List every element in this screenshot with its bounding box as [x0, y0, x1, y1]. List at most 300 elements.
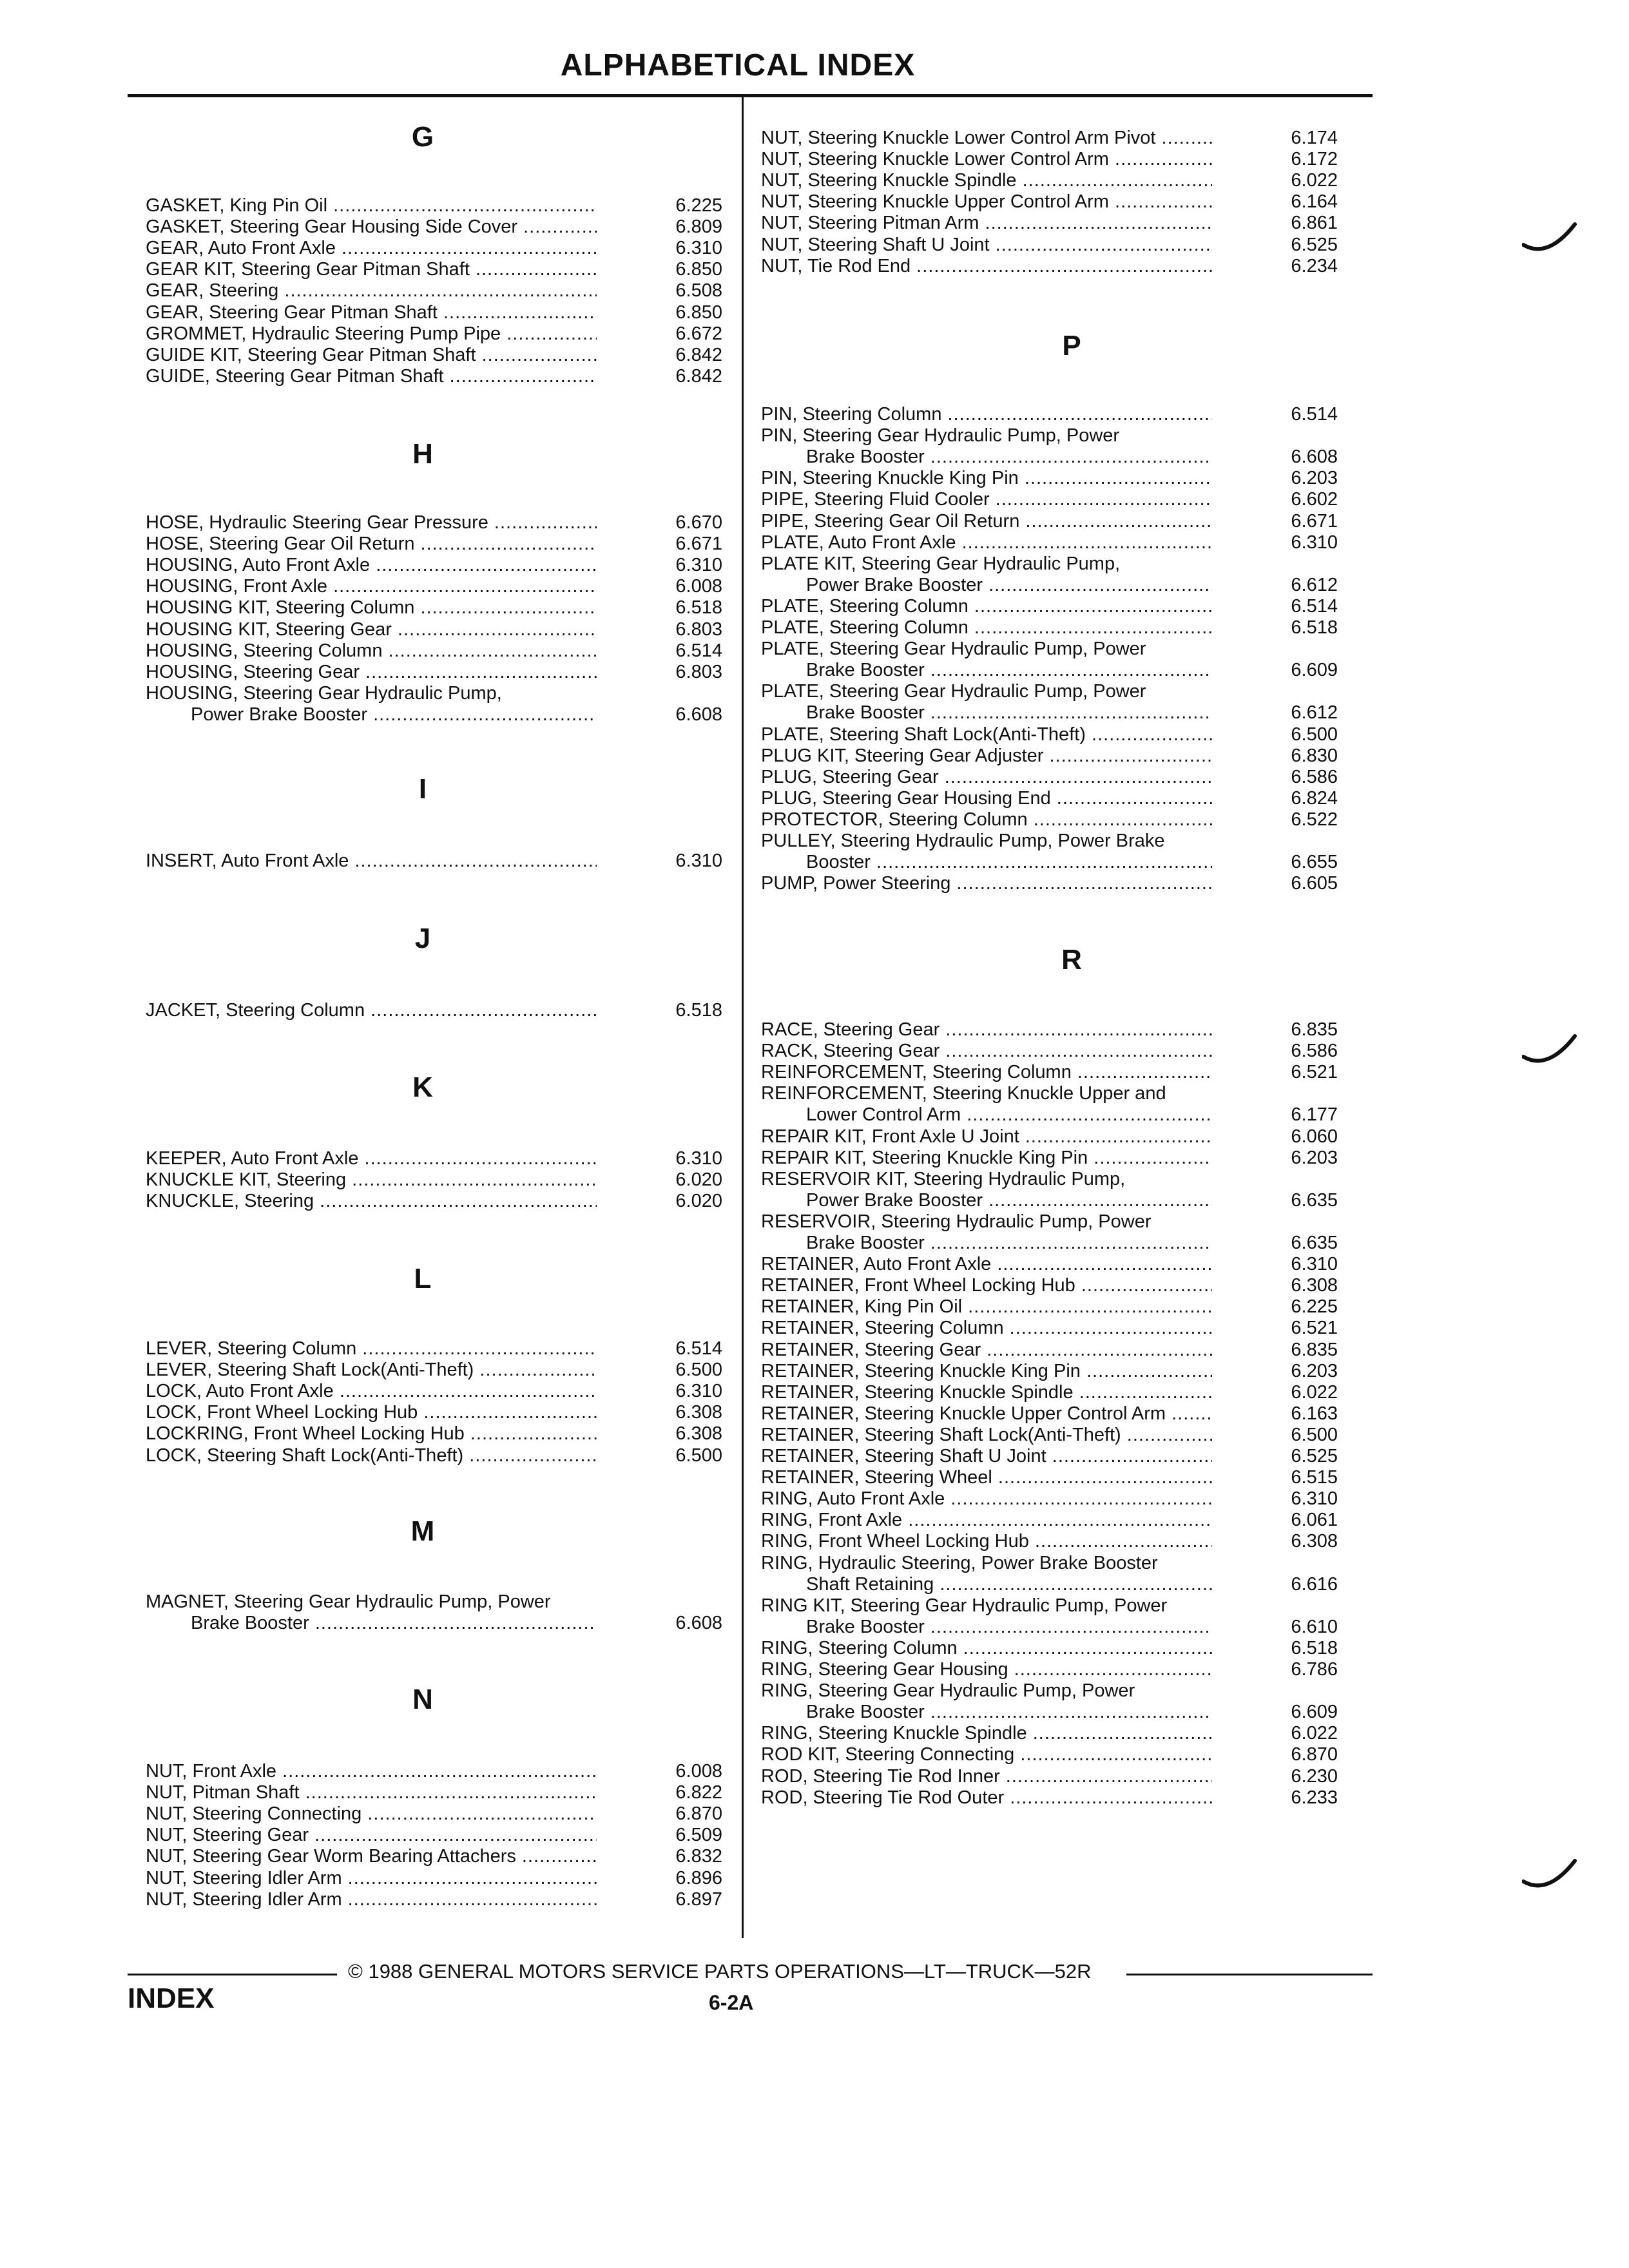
entry-page-number: 6.514	[675, 640, 722, 661]
entry-text: NUT, Steering Knuckle Lower Control Arm Pivot .....	[761, 128, 1212, 149]
index-entry	[761, 149, 1338, 170]
index-entry	[146, 345, 722, 366]
entry-page-number: 6.225	[675, 195, 722, 216]
entry-text: Shaft Retaining .....	[761, 1574, 1212, 1595]
entry-text: PLATE, Steering Shaft Lock(Anti-Theft) .....	[761, 724, 1212, 745]
index-entry	[761, 788, 1338, 809]
entry-page-number: 6.521	[1291, 1062, 1338, 1083]
index-entry	[146, 323, 722, 345]
index-entry	[761, 1062, 1338, 1083]
entry-page-number: 6.842	[675, 365, 722, 387]
index-entry	[761, 1659, 1338, 1680]
index-entry	[761, 170, 1338, 191]
entry-text: REPAIR KIT, Front Axle U Joint .....	[761, 1126, 1212, 1148]
entry-text: Brake Booster .....	[761, 1233, 1212, 1254]
entry-text: GEAR, Auto Front Axle .....	[146, 238, 597, 259]
entry-text: RING KIT, Steering Gear Hydraulic Pump, Power	[761, 1595, 1168, 1616]
entry-text: Booster .....	[761, 852, 1212, 873]
entry-text: RETAINER, Steering Column .....	[761, 1318, 1212, 1339]
index-entry	[761, 1510, 1338, 1531]
entry-page-number: 6.233	[1291, 1787, 1338, 1808]
entry-text: Power Brake Booster .....	[761, 575, 1212, 596]
entry-text: REINFORCEMENT, Steering Knuckle Upper and	[761, 1083, 1166, 1104]
index-entry	[146, 533, 722, 555]
binder-hole-mark	[1522, 219, 1580, 264]
entry-page-number: 6.518	[675, 1000, 722, 1021]
index-entry	[146, 238, 722, 259]
entry-text: NUT, Steering Knuckle Upper Control Arm .....	[761, 191, 1212, 213]
footer-rule-left	[128, 1974, 337, 1975]
index-entry	[146, 1402, 722, 1423]
index-entry	[146, 195, 722, 216]
entry-text: PULLEY, Steering Hydraulic Pump, Power Brake	[761, 831, 1165, 851]
index-entry	[761, 447, 1338, 468]
entry-text: GASKET, King Pin Oil .....	[146, 195, 597, 216]
footer-page-number: 6-2A	[709, 1991, 754, 2014]
index-entry	[146, 704, 722, 726]
entry-page-number: 6.177	[1291, 1104, 1338, 1126]
index-entry	[146, 683, 722, 704]
index-entry	[761, 660, 1338, 681]
entry-text: LEVER, Steering Column .....	[146, 1338, 597, 1360]
index-entry	[761, 553, 1338, 575]
entry-text: HOSE, Hydraulic Steering Gear Pressure .....	[146, 512, 597, 533]
entry-page-number: 6.020	[675, 1169, 722, 1191]
entry-page-number: 6.203	[1291, 1147, 1338, 1168]
entry-text: RESERVOIR KIT, Steering Hydraulic Pump,	[761, 1168, 1126, 1189]
entry-page-number: 6.310	[1291, 1254, 1338, 1275]
entry-text: PLATE, Steering Column .....	[761, 617, 1212, 639]
section-letter: P	[1062, 330, 1081, 361]
index-entry	[761, 702, 1338, 724]
entry-page-number: 6.310	[1291, 1488, 1338, 1510]
entry-page-number: 6.609	[1291, 660, 1338, 681]
index-entry	[761, 425, 1338, 447]
entry-text: HOUSING, Steering Column .....	[146, 640, 597, 662]
entry-page-number: 6.020	[675, 1191, 722, 1212]
entry-text: Brake Booster .....	[761, 447, 1212, 468]
entry-text: RETAINER, Steering Knuckle Spindle .....	[761, 1382, 1212, 1403]
index-entry	[761, 213, 1338, 234]
index-entry	[761, 1190, 1338, 1211]
index-entry	[146, 1825, 722, 1846]
entry-page-number: 6.586	[1291, 1041, 1338, 1062]
entry-page-number: 6.635	[1291, 1189, 1338, 1211]
entry-text: JACKET, Steering Column .....	[146, 1000, 597, 1021]
footer-rule-right	[1126, 1974, 1373, 1975]
entry-text: KNUCKLE, Steering .....	[146, 1191, 597, 1212]
entry-page-number: 6.310	[675, 850, 722, 871]
entry-page-number: 6.608	[1291, 447, 1338, 468]
entry-text: NUT, Steering Knuckle Spindle .....	[761, 170, 1212, 191]
index-entry	[761, 1744, 1338, 1765]
entry-text: RING, Steering Gear Hydraulic Pump, Power	[761, 1680, 1135, 1702]
index-entry	[146, 1360, 722, 1381]
index-entry	[146, 366, 722, 387]
entry-page-number: 6.308	[675, 1402, 722, 1423]
index-entry	[761, 852, 1338, 873]
index-entry	[761, 1361, 1338, 1382]
index-entry	[146, 216, 722, 238]
entry-text: NUT, Steering Gear Worm Bearing Attachers .....	[146, 1846, 597, 1867]
entry-page-number: 6.612	[1291, 574, 1338, 595]
entry-text: RETAINER, Auto Front Axle .....	[761, 1254, 1212, 1275]
entry-text: PROTECTOR, Steering Column .....	[761, 809, 1212, 831]
entry-page-number: 6.671	[1291, 510, 1338, 532]
entry-text: HOUSING KIT, Steering Column .....	[146, 597, 597, 619]
index-entry	[146, 1381, 722, 1402]
entry-text: PIPE, Steering Gear Oil Return .....	[761, 511, 1212, 532]
index-entry	[761, 532, 1338, 553]
index-entry	[146, 1445, 722, 1466]
entry-page-number: 6.842	[675, 344, 722, 365]
entry-text: RETAINER, Steering Knuckle Upper Control Arm .....	[761, 1403, 1212, 1425]
entry-page-number: 6.500	[1291, 724, 1338, 745]
entry-page-number: 6.203	[1291, 468, 1338, 489]
entry-text: PLUG KIT, Steering Gear Adjuster .....	[761, 745, 1212, 767]
entry-text: PLATE KIT, Steering Gear Hydraulic Pump,	[761, 553, 1121, 574]
entry-text: HOUSING, Steering Gear Hydraulic Pump,	[146, 682, 502, 704]
footer-copyright: © 1988 GENERAL MOTORS SERVICE PARTS OPERATIONS—LT—TRUCK—52R	[348, 1960, 1092, 1983]
entry-page-number: 6.008	[675, 1761, 722, 1782]
index-entry	[761, 1574, 1338, 1595]
entry-text: RETAINER, Steering Shaft Lock(Anti-Theft) .....	[761, 1425, 1212, 1446]
section-letter: J	[414, 923, 431, 954]
entry-text: Lower Control Arm .....	[761, 1104, 1212, 1126]
index-entry	[761, 1617, 1338, 1638]
entry-page-number: 6.310	[675, 1148, 722, 1169]
entry-page-number: 6.835	[1291, 1339, 1338, 1360]
entry-page-number: 6.500	[1291, 1424, 1338, 1445]
entry-page-number: 6.803	[675, 619, 722, 640]
entry-page-number: 6.310	[675, 238, 722, 259]
entry-text: RETAINER, Front Wheel Locking Hub .....	[761, 1275, 1212, 1296]
entry-text: GEAR KIT, Steering Gear Pitman Shaft .....	[146, 259, 597, 280]
entry-text: PIN, Steering Column .....	[761, 404, 1212, 425]
entry-page-number: 6.832	[675, 1846, 722, 1867]
entry-page-number: 6.616	[1291, 1573, 1338, 1595]
index-entry	[761, 1019, 1338, 1041]
index-entry	[761, 639, 1338, 660]
index-entry	[761, 404, 1338, 425]
index-entry	[761, 724, 1338, 745]
entry-page-number: 6.203	[1291, 1360, 1338, 1381]
entry-text: PLUG, Steering Gear Housing End .....	[761, 788, 1212, 809]
index-entry	[761, 809, 1338, 831]
entry-page-number: 6.515	[1291, 1467, 1338, 1488]
entry-page-number: 6.672	[675, 323, 722, 344]
entry-page-number: 6.786	[1291, 1659, 1338, 1680]
entry-text: RETAINER, Steering Shaft U Joint .....	[761, 1446, 1212, 1467]
entry-text: RING, Front Axle .....	[761, 1510, 1212, 1531]
entry-text: RING, Hydraulic Steering, Power Brake Booster	[761, 1552, 1158, 1573]
binder-hole-mark	[1522, 1031, 1580, 1076]
entry-page-number: 6.518	[1291, 1637, 1338, 1658]
section-letter: H	[412, 438, 433, 470]
entry-text: GUIDE KIT, Steering Gear Pitman Shaft .....	[146, 345, 597, 366]
entry-text: NUT, Steering Connecting .....	[146, 1803, 597, 1825]
entry-text: REINFORCEMENT, Steering Column .....	[761, 1062, 1212, 1083]
entry-page-number: 6.612	[1291, 702, 1338, 724]
entry-page-number: 6.514	[1291, 404, 1338, 425]
index-entry	[146, 1846, 722, 1867]
index-entry	[146, 597, 722, 619]
entry-text: NUT, Steering Idler Arm .....	[146, 1868, 597, 1889]
entry-text: HOUSING, Front Axle .....	[146, 576, 597, 597]
entry-text: RETAINER, King Pin Oil .....	[761, 1296, 1212, 1318]
entry-text: RING, Steering Gear Housing .....	[761, 1659, 1212, 1680]
entry-page-number: 6.308	[1291, 1275, 1338, 1296]
entry-text: GROMMET, Hydraulic Steering Pump Pipe .....	[146, 323, 597, 345]
entry-text: PLATE, Steering Column .....	[761, 596, 1212, 617]
index-entry	[146, 259, 722, 280]
entry-text: HOUSING, Auto Front Axle .....	[146, 555, 597, 576]
index-entry	[146, 555, 722, 576]
entry-page-number: 6.850	[675, 259, 722, 280]
entry-text: PLATE, Steering Gear Hydraulic Pump, Power	[761, 681, 1146, 702]
entry-text: ROD, Steering Tie Rod Outer .....	[761, 1787, 1212, 1809]
index-entry	[146, 1782, 722, 1803]
footer-section-label: INDEX	[128, 1983, 215, 2014]
index-entry	[761, 1169, 1338, 1190]
entry-page-number: 6.022	[1291, 1381, 1338, 1403]
entry-page-number: 6.830	[1291, 745, 1338, 766]
index-entry	[761, 831, 1338, 852]
entry-page-number: 6.861	[1291, 213, 1338, 234]
entry-page-number: 6.518	[1291, 617, 1338, 638]
entry-text: NUT, Pitman Shaft .....	[146, 1782, 597, 1803]
index-entry	[761, 1766, 1338, 1787]
entry-page-number: 6.514	[1291, 595, 1338, 617]
index-entry	[761, 1425, 1338, 1446]
entry-page-number: 6.022	[1291, 1723, 1338, 1744]
column-divider	[742, 97, 744, 1938]
entry-page-number: 6.310	[1291, 532, 1338, 553]
entry-page-number: 6.586	[1291, 766, 1338, 787]
index-entry	[146, 1761, 722, 1782]
index-entry	[761, 1126, 1338, 1148]
index-entry	[146, 576, 722, 597]
entry-text: PIPE, Steering Fluid Cooler .....	[761, 489, 1212, 510]
index-entry	[146, 1423, 722, 1445]
entry-page-number: 6.500	[675, 1360, 722, 1381]
index-entry	[761, 1148, 1338, 1169]
entry-text: PIN, Steering Gear Hydraulic Pump, Power	[761, 425, 1120, 447]
entry-text: LOCK, Steering Shaft Lock(Anti-Theft) .....	[146, 1445, 597, 1466]
entry-text: NUT, Steering Gear .....	[146, 1825, 597, 1846]
index-entry	[761, 1233, 1338, 1254]
index-entry	[761, 1638, 1338, 1659]
entry-text: Brake Booster .....	[761, 1617, 1212, 1638]
entry-text: PLATE, Auto Front Axle .....	[761, 532, 1212, 553]
entry-text: RESERVOIR, Steering Hydraulic Pump, Power	[761, 1211, 1152, 1232]
index-entry	[761, 617, 1338, 639]
index-entry	[146, 640, 722, 662]
entry-text: RING, Front Wheel Locking Hub .....	[761, 1531, 1212, 1552]
entry-text: PIN, Steering Knuckle King Pin .....	[761, 468, 1212, 489]
entry-text: RING, Auto Front Axle .....	[761, 1488, 1212, 1510]
entry-text: GASKET, Steering Gear Housing Side Cover .....	[146, 216, 597, 238]
index-entry	[146, 1338, 722, 1360]
index-entry	[761, 256, 1338, 277]
entry-text: Power Brake Booster .....	[146, 704, 597, 726]
entry-text: PLUG, Steering Gear .....	[761, 767, 1212, 788]
entry-page-number: 6.172	[1291, 149, 1338, 170]
entry-page-number: 6.008	[675, 576, 722, 597]
entry-page-number: 6.308	[1291, 1531, 1338, 1552]
index-entry	[761, 1211, 1338, 1233]
entry-text: Brake Booster .....	[146, 1613, 597, 1634]
index-entry	[761, 1296, 1338, 1318]
index-entry	[146, 1148, 722, 1169]
entry-page-number: 6.809	[675, 216, 722, 238]
entry-page-number: 6.850	[675, 302, 722, 323]
entry-text: NUT, Steering Idler Arm .....	[146, 1889, 597, 1910]
entry-page-number: 6.225	[1291, 1296, 1338, 1318]
index-entry	[761, 1595, 1338, 1617]
entry-text: ROD, Steering Tie Rod Inner .....	[761, 1766, 1212, 1787]
entry-page-number: 6.824	[1291, 787, 1338, 809]
entry-page-number: 6.521	[1291, 1318, 1338, 1339]
entry-text: HOUSING, Steering Gear .....	[146, 662, 597, 683]
entry-page-number: 6.610	[1291, 1616, 1338, 1637]
index-entry	[761, 873, 1338, 894]
entry-page-number: 6.310	[675, 1381, 722, 1402]
entry-page-number: 6.602	[1291, 489, 1338, 510]
index-entry	[146, 1191, 722, 1212]
index-entry	[146, 1613, 722, 1634]
index-entry	[761, 596, 1338, 617]
entry-text: MAGNET, Steering Gear Hydraulic Pump, Power	[146, 1591, 551, 1612]
entry-text: RETAINER, Steering Wheel .....	[761, 1467, 1212, 1488]
entry-page-number: 6.525	[1291, 1446, 1338, 1466]
binder-hole-mark	[1522, 1856, 1580, 1901]
index-entry	[761, 1446, 1338, 1467]
entry-text: HOUSING KIT, Steering Gear .....	[146, 619, 597, 640]
entry-page-number: 6.608	[675, 704, 722, 725]
index-entry	[761, 745, 1338, 767]
entry-text: KNUCKLE KIT, Steering .....	[146, 1169, 597, 1191]
entry-page-number: 6.514	[675, 1338, 722, 1359]
entry-text: RING, Steering Knuckle Spindle .....	[761, 1723, 1212, 1744]
index-entry	[761, 1275, 1338, 1296]
index-entry	[761, 1553, 1338, 1574]
entry-text: NUT, Tie Rod End .....	[761, 256, 1212, 277]
entry-text: RETAINER, Steering Knuckle King Pin .....	[761, 1361, 1212, 1382]
entry-text: LOCKRING, Front Wheel Locking Hub .....	[146, 1423, 597, 1445]
entry-page-number: 6.310	[675, 555, 722, 576]
entry-text: HOSE, Steering Gear Oil Return .....	[146, 533, 597, 555]
index-entry	[146, 1889, 722, 1910]
entry-page-number: 6.870	[1291, 1744, 1338, 1765]
index-entry	[761, 1403, 1338, 1425]
entry-text: ROD KIT, Steering Connecting .....	[761, 1744, 1212, 1765]
entry-text: Brake Booster .....	[761, 702, 1212, 724]
entry-text: Brake Booster .....	[761, 660, 1212, 681]
entry-text: NUT, Front Axle .....	[146, 1761, 597, 1782]
entry-text: LOCK, Auto Front Axle .....	[146, 1381, 597, 1402]
entry-text: NUT, Steering Shaft U Joint .....	[761, 235, 1212, 256]
index-entry	[761, 1680, 1338, 1702]
entry-text: PLATE, Steering Gear Hydraulic Pump, Power	[761, 639, 1146, 660]
title-rule	[128, 94, 1373, 97]
entry-page-number: 6.605	[1291, 873, 1338, 894]
index-entry	[761, 1083, 1338, 1104]
index-entry	[146, 1000, 722, 1021]
entry-text: LOCK, Front Wheel Locking Hub .....	[146, 1402, 597, 1423]
index-entry	[146, 1803, 722, 1825]
entry-text: KEEPER, Auto Front Axle .....	[146, 1148, 597, 1169]
entry-text: GEAR, Steering .....	[146, 280, 597, 302]
index-entry	[761, 489, 1338, 510]
entry-page-number: 6.870	[675, 1803, 722, 1825]
index-entry	[761, 511, 1338, 532]
entry-page-number: 6.230	[1291, 1765, 1338, 1787]
section-letter: N	[412, 1684, 433, 1715]
index-entry	[146, 1868, 722, 1889]
entry-text: RACE, Steering Gear .....	[761, 1019, 1212, 1041]
section-letter: M	[410, 1515, 435, 1547]
entry-page-number: 6.508	[675, 280, 722, 302]
entry-page-number: 6.609	[1291, 1702, 1338, 1723]
section-letter: R	[1061, 944, 1082, 975]
entry-text: INSERT, Auto Front Axle .....	[146, 850, 597, 872]
entry-text: GEAR, Steering Gear Pitman Shaft .....	[146, 302, 597, 323]
entry-page-number: 6.500	[675, 1445, 722, 1466]
index-entry	[761, 1787, 1338, 1809]
index-entry	[761, 1104, 1338, 1126]
entry-page-number: 6.164	[1291, 191, 1338, 213]
entry-page-number: 6.163	[1291, 1403, 1338, 1424]
index-entry	[761, 1723, 1338, 1744]
entry-text: Brake Booster .....	[761, 1702, 1212, 1723]
entry-page-number: 6.509	[675, 1825, 722, 1846]
index-entry	[146, 512, 722, 533]
entry-page-number: 6.060	[1291, 1126, 1338, 1147]
entry-text: REPAIR KIT, Steering Knuckle King Pin .....	[761, 1148, 1212, 1169]
entry-text: Power Brake Booster .....	[761, 1190, 1212, 1211]
entry-page-number: 6.525	[1291, 234, 1338, 255]
index-entry	[146, 1591, 722, 1613]
entry-page-number: 6.897	[675, 1888, 722, 1910]
entry-text: GUIDE, Steering Gear Pitman Shaft .....	[146, 366, 597, 387]
entry-page-number: 6.822	[675, 1782, 722, 1803]
index-entry	[761, 468, 1338, 489]
section-letter: G	[411, 121, 434, 153]
index-entry	[761, 128, 1338, 149]
index-entry	[761, 681, 1338, 702]
index-entry	[146, 850, 722, 872]
index-entry	[146, 1169, 722, 1191]
entry-page-number: 6.835	[1291, 1019, 1338, 1040]
entry-text: RETAINER, Steering Gear .....	[761, 1340, 1212, 1361]
entry-text: NUT, Steering Knuckle Lower Control Arm .....	[761, 149, 1212, 170]
entry-page-number: 6.671	[675, 533, 722, 555]
entry-page-number: 6.061	[1291, 1510, 1338, 1531]
entry-page-number: 6.522	[1291, 809, 1338, 830]
index-entry	[761, 767, 1338, 788]
index-entry	[761, 1254, 1338, 1275]
entry-page-number: 6.022	[1291, 170, 1338, 191]
index-entry	[761, 1382, 1338, 1403]
entry-text: RING, Steering Column .....	[761, 1638, 1212, 1659]
index-entry	[761, 1041, 1338, 1062]
entry-page-number: 6.655	[1291, 852, 1338, 873]
index-entry	[146, 662, 722, 683]
entry-text: LEVER, Steering Shaft Lock(Anti-Theft) .....	[146, 1360, 597, 1381]
index-entry	[146, 302, 722, 323]
index-entry	[761, 1702, 1338, 1723]
